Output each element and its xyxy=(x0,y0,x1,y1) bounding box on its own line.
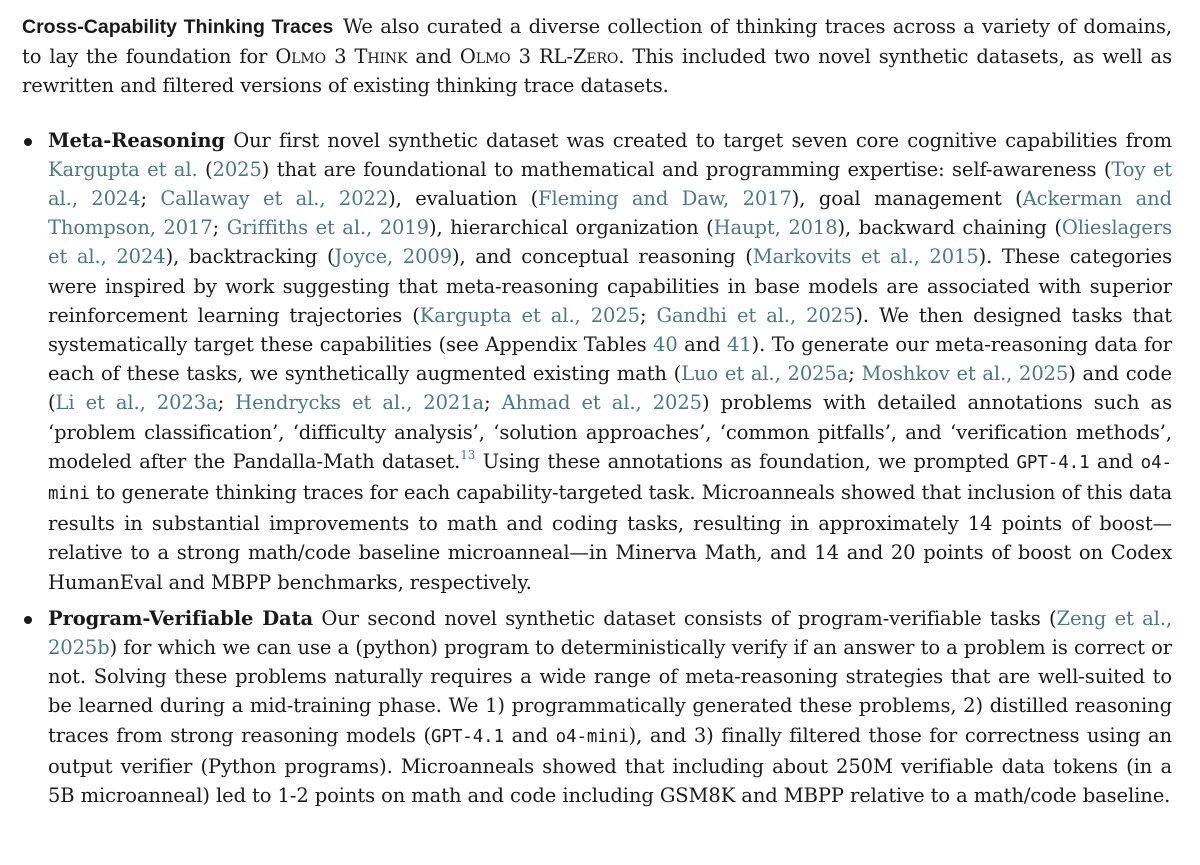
model-name-gpt41: GPT-4.1 xyxy=(430,726,505,747)
citation-link[interactable]: Li et al., 2023a xyxy=(55,391,218,415)
bullet-icon xyxy=(24,138,32,146)
body-text: ), backward chaining ( xyxy=(837,216,1062,240)
citation-link[interactable]: Markovits et al., 2015 xyxy=(752,245,979,269)
intro-text: We also curated a diverse collection of thinking traces across a variety of domains, to lay the foundation for xyxy=(22,15,1172,69)
body-text: Our first novel synthetic dataset was created to target seven core cognitive capabilities from xyxy=(224,128,1172,152)
intro-paragraph xyxy=(22,12,1172,101)
citation-link[interactable]: Kargupta et al., 2025 xyxy=(419,303,640,327)
model-name-olmo3-rl-zero: Olmo 3 RL-Zero xyxy=(459,45,619,69)
body-text: ; xyxy=(217,391,236,415)
item-title-program-verifiable: Program-Verifiable Data xyxy=(48,606,314,630)
citation-link[interactable]: Callaway et al., 2022 xyxy=(160,187,389,211)
body-text: ; xyxy=(212,216,227,240)
body-text: ), and 3) finally filtered those for correctness using an output verifier (Python programs). Microanneals showed that including about 250M verifiable data tokens (in a 5B microanneal) led to 1-2 points on math and code including GSM8K and MBPP relative to a math/code baseline. xyxy=(48,723,1172,808)
body-text: ). We then designed tasks that systematically target these capabilities (see Appendix Tables xyxy=(48,303,1172,357)
body-text: ), backtracking ( xyxy=(165,245,335,269)
table-ref-link[interactable]: 41 xyxy=(726,333,752,357)
intro-text: and xyxy=(407,45,460,69)
body-text: ) for which we can use a (python) program to deterministically verify if an answer to a problem is correct or not. Solving these problems naturally requires a wide range of meta-reasoning strategies that are well-suited to be learned during a mid-training phase. We 1) programmatically generated these problems, 2) distilled reasoning traces from strong reasoning models ( xyxy=(48,636,1172,747)
intro-text: . This included two novel synthetic datasets, as well as rewritten and filtered versions of existing thinking trace datasets. xyxy=(22,45,1172,98)
body-text: ( xyxy=(197,157,213,181)
footnote-marker[interactable]: 13 xyxy=(460,447,476,462)
citation-link[interactable]: 2025 xyxy=(212,157,262,181)
citation-link[interactable]: Olieslagers et al., 2024 xyxy=(48,216,1172,269)
body-text: ; xyxy=(484,391,502,415)
model-name-o4-mini: o4-mini xyxy=(48,452,1172,505)
citation-link[interactable]: Ahmad et al., 2025 xyxy=(501,391,702,415)
body-text: ), goal management ( xyxy=(791,187,1023,211)
citation-link[interactable]: Hendrycks et al., 2021a xyxy=(235,391,485,415)
body-text: Using these annotations as foundation, we prompted xyxy=(475,449,1017,473)
citation-link[interactable]: Gandhi et al., 2025 xyxy=(656,303,856,327)
bullet-icon xyxy=(24,616,32,624)
body-text: ). These categories were inspired by work suggesting that meta-reasoning capabilities in base models are associated with superior reinforcement learning trajectories ( xyxy=(48,245,1172,327)
citation-link[interactable]: Moshkov et al., 2025 xyxy=(861,362,1069,386)
list-item-meta-reasoning xyxy=(22,126,1172,597)
bullet-list xyxy=(22,126,1172,811)
citation-link[interactable]: Luo et al., 2025a xyxy=(681,362,849,386)
citation-link[interactable]: Fleming and Daw, 2017 xyxy=(538,187,792,211)
body-text: and xyxy=(504,723,556,747)
body-text: ), hierarchical organization ( xyxy=(428,216,714,240)
model-name-gpt41: GPT-4.1 xyxy=(1016,452,1090,473)
section-heading: Cross-Capability Thinking Traces xyxy=(22,16,334,38)
model-name-olmo3-think: Olmo 3 Think xyxy=(275,45,408,69)
citation-link[interactable]: Ackerman and Thompson, 2017 xyxy=(48,187,1172,240)
body-text: and xyxy=(1089,449,1141,473)
body-text: ), and conceptual reasoning ( xyxy=(452,245,753,269)
model-name-o4-mini: o4-mini xyxy=(555,726,629,747)
body-text: ). To generate our meta-reasoning data for each of these tasks, we synthetically augmented existing math ( xyxy=(48,333,1172,386)
item-title-meta-reasoning: Meta-Reasoning xyxy=(48,128,225,152)
citation-link[interactable]: Griffiths et al., 2019 xyxy=(226,216,429,240)
citation-link[interactable]: Joyce, 2009 xyxy=(334,245,453,269)
paper-page xyxy=(22,12,1172,817)
body-text: ) problems with detailed annotations such as ‘problem classification’, ‘difficulty analysis’, ‘solution approaches’, ‘common pitfalls’, and ‘verification methods’, modeled after the Pandalla-Math dataset. xyxy=(48,391,1172,473)
body-text: and xyxy=(677,333,727,357)
body-text: ) and code ( xyxy=(48,362,1172,415)
body-text: ) that are foundational to mathematical and programming expertise: self-awareness ( xyxy=(261,157,1112,181)
citation-link[interactable]: Haupt, 2018 xyxy=(713,216,838,240)
list-item-program-verifiable xyxy=(22,604,1172,810)
body-text: ; xyxy=(639,303,657,327)
body-text: ), evaluation ( xyxy=(388,187,539,211)
body-text: to generate thinking traces for each capability-targeted task. Microanneals showed that inclusion of this data results in substantial improvements to math and coding tasks, resulting in approximately 14 points of boost—relative to a strong math/code baseline microanneal—in Minerva Math, and 14 and 20 points of boost on Codex HumanEval and MBPP benchmarks, respectively. xyxy=(48,481,1172,594)
body-text: Our second novel synthetic dataset consists of program-verifiable tasks ( xyxy=(313,606,1057,630)
body-text: ; xyxy=(140,187,161,211)
citation-link[interactable]: Kargupta et al. xyxy=(48,157,198,181)
table-ref-link[interactable]: 40 xyxy=(653,333,678,357)
citation-link[interactable]: Zeng et al., 2025b xyxy=(48,606,1173,660)
body-text: ; xyxy=(848,362,862,386)
citation-link[interactable]: Toy et al., 2024 xyxy=(48,157,1172,211)
intro-gap xyxy=(333,15,343,38)
